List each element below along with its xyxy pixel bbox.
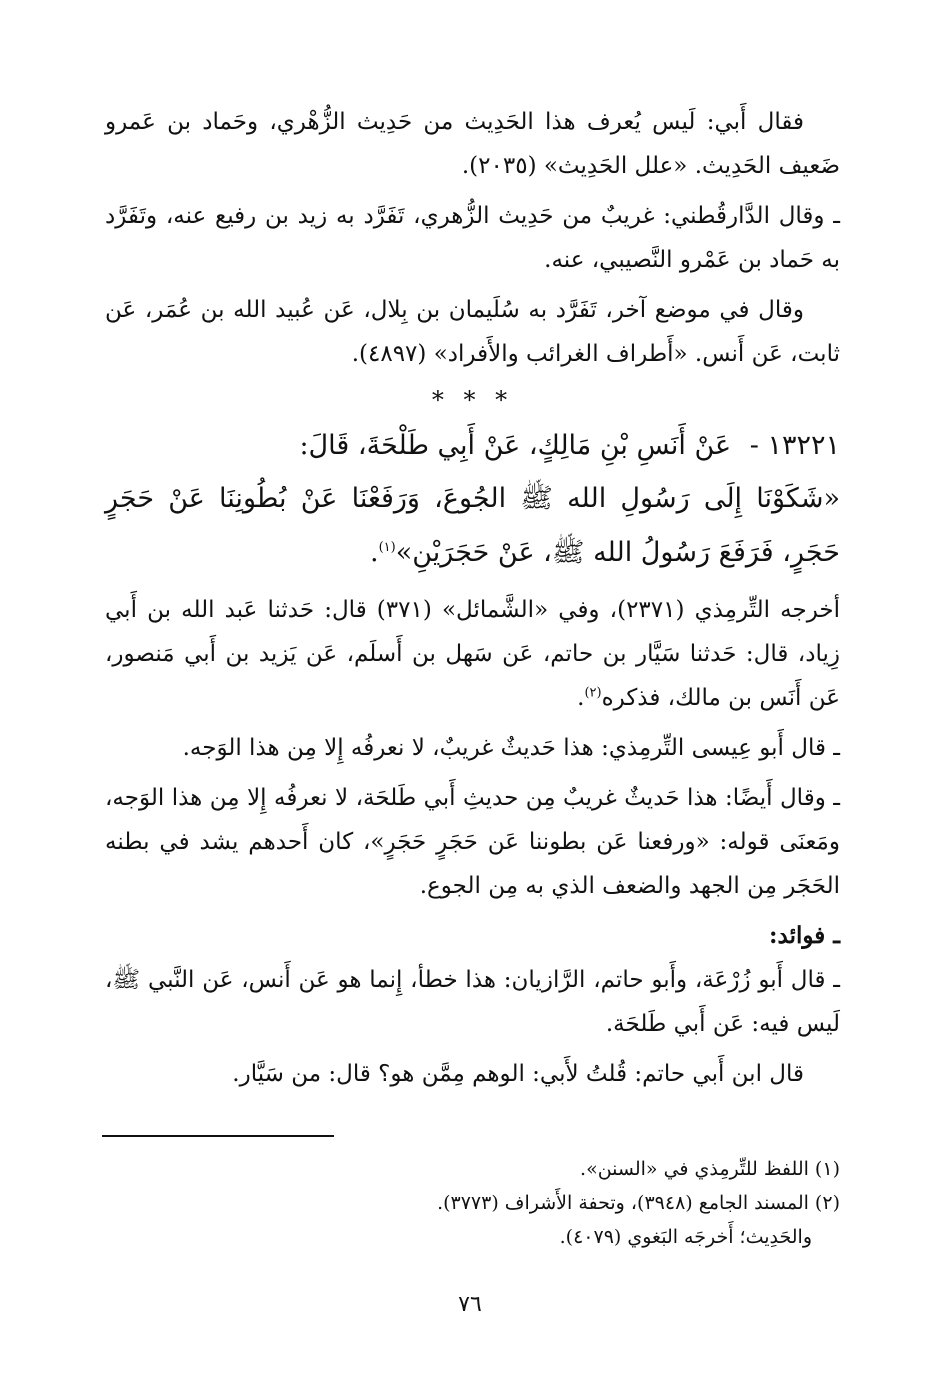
paragraph-fawaid-razi: ـ قال أَبو زُرْعَة، وأَبو حاتم، الرَّازيان: هذا خطأ، إِنما هو عَن أَنس، عَن النَّبي ﷺ، لَيس فيه: عَن أَبي طَلحَة. xyxy=(105,967,840,1037)
hadith-text: «شَكَوْنَا إِلَى رَسُولِ الله ﷺ الجُوعَ، وَرَفَعْنَا عَنْ بُطُونِنَا عَنْ حَجَرٍ حَجَرٍ، فَرَفَعَ رَسُولُ الله ﷺ، عَنْ حَجَرَيْنِ» xyxy=(105,483,840,568)
fawaid-heading: ـ فوائد: xyxy=(769,922,840,949)
hadith-isnad: عَنْ أَنَسِ بْنِ مَالِكٍ، عَنْ أَبِي طَلْحَةَ، قَالَ: xyxy=(299,430,732,461)
footnote-ref-1: (١) xyxy=(378,540,396,555)
page-body xyxy=(105,100,840,1102)
footnote-2-continuation: والحَدِيث؛ أَخرجَه البَغوي (٤٠٧٩). xyxy=(559,1226,812,1248)
footnotes xyxy=(105,1152,840,1254)
paragraph-tirmidhi-explanation: ـ وقال أَيضًا: هذا حَديثٌ غريبٌ مِن حديثِ أَبي طَلحَة، لا نعرفُه إِلا مِن هذا الوَجه، ومَعنَى قوله: «ورفعنا عَن بطوننا عَن حَجَرٍ حَجَرٍ»، كان أَحدهم يشد في بطنه الحَجَر مِن الجهد والضعف الذي به مِن الجوع. xyxy=(105,785,840,899)
paragraph-daraqutni-comment: ـ وقال الدَّارقُطني: غريبٌ من حَدِيث الزُّهري، تَفَرَّد به زيد بن رفيع عنه، وتَفَرَّد به حَماد بن عَمْرو النَّصيبي، عنه. xyxy=(105,203,840,273)
page-number: ٧٦ xyxy=(458,1292,482,1317)
paragraph-tirmidhi-comment: ـ قال أَبو عِيسى التِّرمِذي: هذا حَديثٌ غريبٌ، لا نعرفُه إِلا مِن هذا الوَجه. xyxy=(182,735,840,761)
paragraph-takhrij xyxy=(105,588,840,720)
paragraph-atraf-reference: وقال في موضع آخر، تَفَرَّد به سُلَيمان بن بِلال، عَن عُبيد الله بن عُمَر، عَن ثابت، عَن أَنس. «أَطراف الغرائب والأَفراد» (٤٨٩٧). xyxy=(105,297,840,367)
paragraph-fawaid-ibn-abi-hatim: قال ابن أَبي حاتم: قُلتُ لأَبي: الوهم مِمَّن هو؟ قال: من سَيَّار. xyxy=(232,1061,804,1087)
takhrij-text: أخرجه التِّرمِذي (٢٣٧١)، وفي «الشَّمائل» (٣٧١) قال: حَدثنا عَبد الله بن أَبي زِياد، قال: حَدثنا سَيَّار بن حاتم، عَن سَهل بن أَسلَم، عَن يَزيد بن أَبي مَنصور، عَن أَنَس بن مالك، فذكره xyxy=(105,597,840,711)
hadith-matn: «شَكَوْنَا إِلَى رَسُولِ الله ﷺ الجُوعَ، وَرَفَعْنَا عَنْ بُطُونِنَا عَنْ حَجَرٍ حَجَرٍ، فَرَفَعَ رَسُولُ الله ﷺ، عَنْ حَجَرَيْنِ»$^{(١)}$. xyxy=(105,483,840,568)
hadith-number: ١٣٢٢١ - xyxy=(749,430,840,461)
footnote-2: (٢) المسند الجامع (٣٩٤٨)، وتحفة الأَشراف (٣٧٧٣). xyxy=(437,1192,840,1214)
footnote-ref-2: (٢) xyxy=(584,685,602,701)
takhrij-end: . xyxy=(577,685,585,711)
footnote-separator xyxy=(102,1135,334,1137)
section-divider: * * * xyxy=(431,386,514,414)
paragraph-abu-hatim-comment: فقال أَبي: لَيس يُعرف هذا الحَدِيث من حَدِيث الزُّهْري، وحَماد بن عَمرو ضَعيف الحَدِيث. «علل الحَدِيث» (٢٠٣٥). xyxy=(105,109,840,179)
footnote-1: (١) اللفظ للتِّرمِذي في «السنن». xyxy=(580,1158,840,1180)
hadith-heading xyxy=(105,420,840,472)
